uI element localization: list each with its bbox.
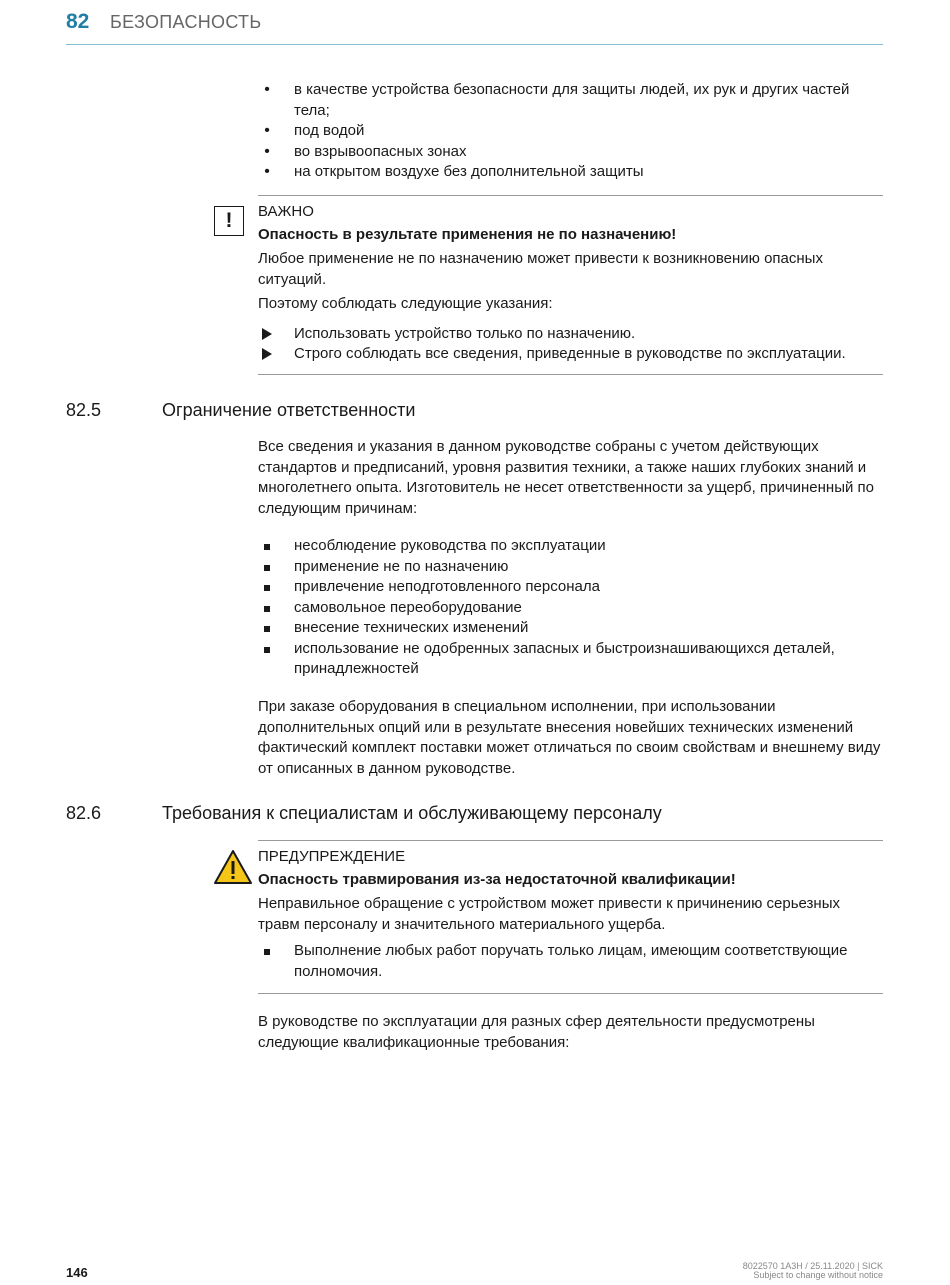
square-bullet-icon	[260, 941, 274, 962]
section-title: Требования к специалистам и обслуживающему персоналу	[162, 803, 662, 823]
list-item: Выполнение любых работ поручать только лицам, имеющим соответствующие полномочия.	[258, 941, 883, 982]
chapter-number: 82	[66, 10, 90, 33]
note-text: Поэтому соблюдать следующие указания:	[258, 295, 553, 312]
section-number: 82.5	[66, 400, 102, 420]
page-header	[66, 8, 883, 45]
action-list	[258, 324, 883, 365]
note-text: Любое применение не по назначению может привести к возникновению опасных ситуаций.	[258, 250, 823, 288]
warning-triangle-icon	[213, 849, 253, 885]
section-paragraph: В руководстве по эксплуатации для разных сфер деятельности предусмотрены следующие квалификационные требования:	[258, 1013, 815, 1051]
intro-list-block	[258, 80, 883, 183]
list-item: самовольное переоборудование	[258, 598, 883, 619]
note-label: ВАЖНО	[258, 203, 314, 220]
divider	[258, 993, 883, 994]
square-bullet-icon	[260, 536, 274, 557]
square-bullet-icon	[260, 557, 274, 578]
square-bullet-icon	[260, 639, 274, 660]
warning-label: ПРЕДУПРЕЖДЕНИЕ	[258, 848, 406, 865]
important-note	[258, 202, 883, 365]
section-paragraph: При заказе оборудования в специальном исполнении, при использовании дополнительных опций или в результате внесения новейших технических изменений фактический комплект поставки может отличаться по своим свойствам и внешнему виду от описанных в данном руководстве.	[258, 698, 881, 777]
section-title: Ограничение ответственности	[162, 400, 416, 420]
square-bullet-icon	[260, 618, 274, 639]
liability-list	[258, 536, 883, 680]
list-item: • на открытом воздухе без дополнительной защиты	[258, 162, 883, 183]
list-item: использование не одобренных запасных и быстроизнашивающихся деталей, принадлежностей	[258, 639, 883, 680]
exclamation-icon: !	[214, 206, 244, 236]
list-item: привлечение неподготовленного персонала	[258, 577, 883, 598]
list-item: Использовать устройство только по назначению.	[258, 324, 883, 345]
square-bullet-icon	[260, 598, 274, 619]
intro-list	[258, 80, 883, 183]
warning-list	[258, 941, 883, 982]
note-heading: Опасность в результате применения не по назначению!	[258, 225, 677, 243]
liability-list-block	[258, 536, 883, 680]
doc-reference: 8022570 1A3H / 25.11.2020 | SICK	[742, 1261, 883, 1271]
section-number: 82.6	[66, 803, 102, 823]
warning-note	[258, 847, 883, 982]
divider	[258, 840, 883, 841]
arrow-right-icon	[260, 344, 274, 367]
divider	[258, 195, 883, 196]
list-item: несоблюдение руководства по эксплуатации	[258, 536, 883, 557]
square-bullet-icon	[260, 577, 274, 598]
bullet-dot-icon	[260, 142, 274, 163]
section-paragraph: Все сведения и указания в данном руководстве собраны с учетом действующих стандартов и предписаний, уровня развития техники, а также наших глубоких знаний и многолетнего опыта. Изготовитель не несет ответственности за ущерб, причиненный по следующим причинам:	[258, 438, 875, 517]
list-item: • во взрывоопасных зонах	[258, 142, 883, 163]
divider	[258, 374, 883, 375]
chapter-title: БЕЗОПАСНОСТЬ	[110, 12, 262, 32]
list-item: • под водой	[258, 121, 883, 142]
arrow-right-icon	[260, 324, 274, 347]
bullet-dot-icon	[260, 121, 274, 142]
change-notice: Subject to change without notice	[753, 1270, 883, 1280]
warning-heading: Опасность травмирования из-за недостаточной квалификации!	[258, 870, 736, 888]
list-item: • в качестве устройства безопасности для защиты людей, их рук и других частей тела;	[258, 80, 883, 121]
footer-info	[743, 1262, 883, 1280]
warning-text: Неправильное обращение с устройством может привести к причинению серьезных травм персоналу и значительного материального ущерба.	[258, 895, 840, 933]
bullet-dot-icon	[260, 162, 274, 183]
bullet-dot-icon	[260, 80, 274, 101]
page-number: 146	[66, 1265, 88, 1280]
list-item: Строго соблюдать все сведения, приведенные в руководстве по эксплуатации.	[258, 344, 883, 365]
list-item: внесение технических изменений	[258, 618, 883, 639]
list-item: применение не по назначению	[258, 557, 883, 578]
